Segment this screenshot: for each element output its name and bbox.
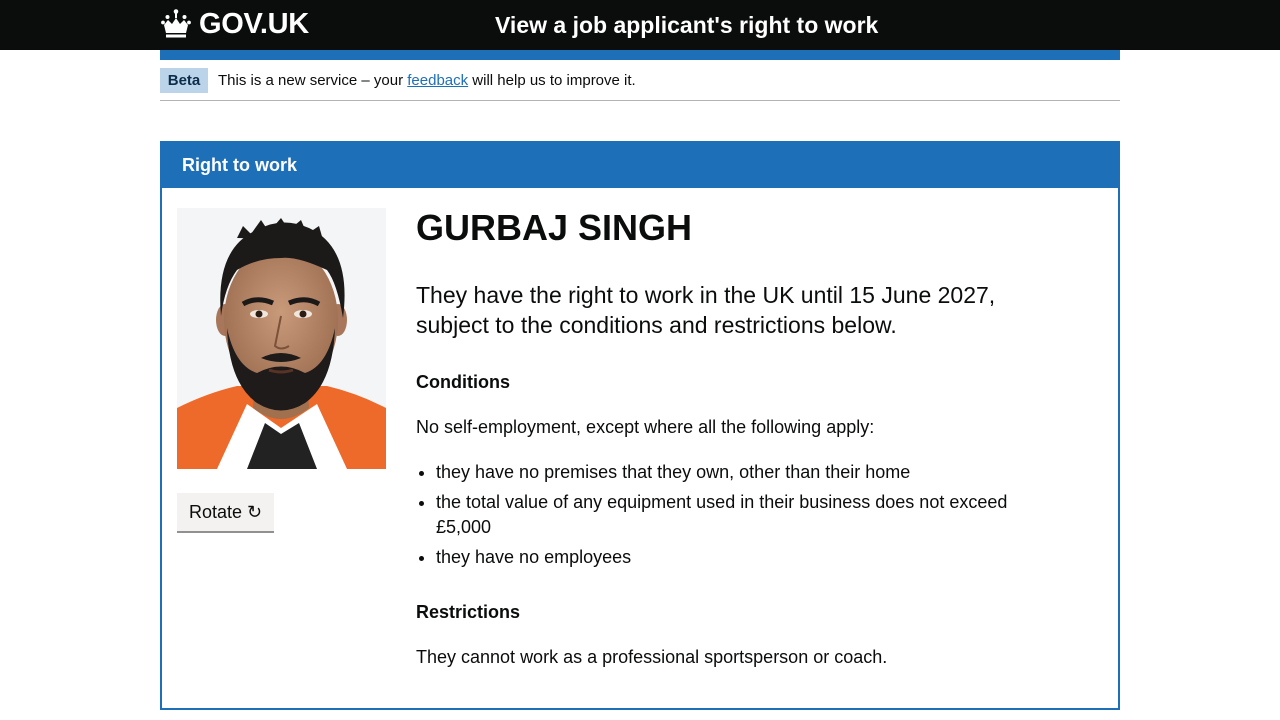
person-photo-icon — [177, 208, 386, 469]
condition-item: • they have no premises that they own, other than their home — [436, 460, 1056, 485]
govuk-logo-link[interactable] — [160, 6, 309, 42]
header-underline — [160, 50, 1120, 60]
applicant-details — [416, 205, 1056, 667]
conditions-list — [416, 460, 1056, 575]
restrictions-text: They cannot work as a professional sportsperson or coach. — [416, 647, 888, 667]
service-name[interactable]: View a job applicant's right to work — [495, 12, 879, 38]
card-title: Right to work — [182, 155, 297, 175]
phase-banner-text — [218, 68, 636, 93]
rotate-button[interactable]: Rotate ↻ — [177, 493, 274, 531]
feedback-link[interactable]: feedback — [407, 72, 469, 89]
phase-text-after: will help us to improve it. — [468, 72, 636, 89]
conditions-intro: No self-employment, except where all the following apply: — [416, 417, 875, 437]
phase-text-before: This is a new service – your — [218, 72, 408, 89]
condition-item: • the total value of any equipment used in their business does not exceed £5,000 — [436, 490, 1056, 540]
crown-icon — [160, 8, 192, 40]
phase-banner — [160, 60, 1120, 101]
right-to-work-summary: They have the right to work in the UK until 15 June 2027, subject to the conditions and restrictions below. — [416, 282, 996, 338]
card-header — [162, 143, 1118, 188]
applicant-photo — [177, 208, 386, 469]
applicant-name: GURBAJ SINGH — [416, 207, 693, 248]
condition-item: • they have no employees — [436, 545, 1056, 570]
beta-tag: Beta — [160, 68, 208, 93]
logo-text: GOV.UK — [199, 8, 309, 40]
site-header — [0, 0, 1280, 50]
conditions-heading: Conditions — [416, 372, 510, 392]
right-to-work-card — [160, 141, 1120, 710]
restrictions-heading: Restrictions — [416, 602, 521, 622]
